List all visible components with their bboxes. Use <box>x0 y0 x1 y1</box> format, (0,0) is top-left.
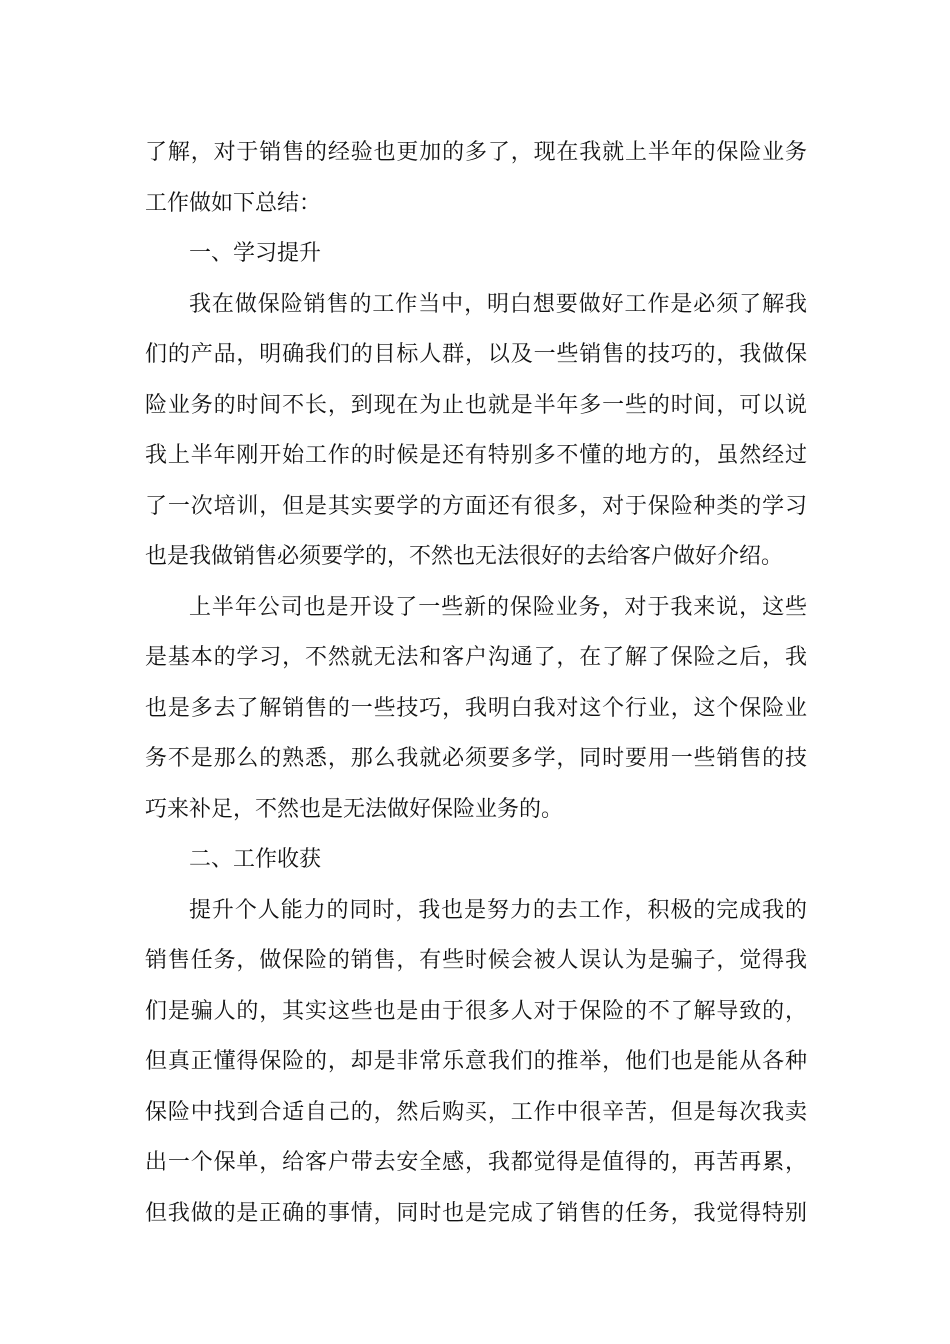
text-line: 也是我做销售必须要学的，不然也无法很好的去给客户做好介绍。 <box>145 544 784 569</box>
text-line: 但我做的是正确的事情，同时也是完成了销售的任务，我觉得特别 <box>145 1200 807 1226</box>
text-line: 上半年公司也是开设了一些新的保险业务，对于我来说，这些 <box>189 594 807 620</box>
text-line: 我在做保险销售的工作当中，明白想要做好工作是必须了解我 <box>189 291 807 317</box>
text-line: 我上半年刚开始工作的时候是还有特别多不懂的地方的，虽然经过 <box>145 443 807 468</box>
paragraph <box>145 583 807 836</box>
text-line: 销售任务，做保险的销售，有些时候会被人误认为是骗子，觉得我 <box>145 948 807 973</box>
text-line: 巧来补足，不然也是无法做好保险业务的。 <box>145 796 564 822</box>
text-line: 务不是那么的熟悉，那么我就必须要多学，同时要用一些销售的技 <box>145 746 807 771</box>
text-line: 了一次培训，但是其实要学的方面还有很多，对于保险种类的学习 <box>145 493 807 519</box>
document-body <box>145 128 807 1239</box>
text-line: 出一个保单，给客户带去安全感，我都觉得是值得的，再苦再累， <box>145 1150 807 1175</box>
text-line: 但真正懂得保险的，却是非常乐意我们的推举，他们也是能从各种 <box>145 1049 807 1074</box>
section-heading-gains: 二、工作收获 <box>189 847 322 872</box>
intro-paragraph <box>145 128 807 229</box>
text-line: 工作做如下总结： <box>145 190 322 216</box>
text-line: 们的产品，明确我们的目标人群，以及一些销售的技巧的，我做保 <box>145 342 807 367</box>
paragraph <box>145 280 807 583</box>
text-line: 保险中找到合适自己的，然后购买，工作中很辛苦，但是每次我卖 <box>145 1099 807 1125</box>
paragraph <box>145 886 807 1240</box>
text-line: 是基本的学习，不然就无法和客户沟通了，在了解了保险之后，我 <box>145 645 807 670</box>
text-line: 险业务的时间不长，到现在为止也就是半年多一些的时间，可以说 <box>145 392 807 418</box>
section-heading-study: 一、学习提升 <box>189 241 322 266</box>
text-line: 了解，对于销售的经验也更加的多了，现在我就上半年的保险业务 <box>145 140 807 165</box>
text-line: 们是骗人的，其实这些也是由于很多人对于保险的不了解导致的， <box>145 998 807 1024</box>
text-line: 提升个人能力的同时，我也是努力的去工作，积极的完成我的 <box>189 897 807 923</box>
text-line: 也是多去了解销售的一些技巧，我明白我对这个行业，这个保险业 <box>145 695 807 721</box>
